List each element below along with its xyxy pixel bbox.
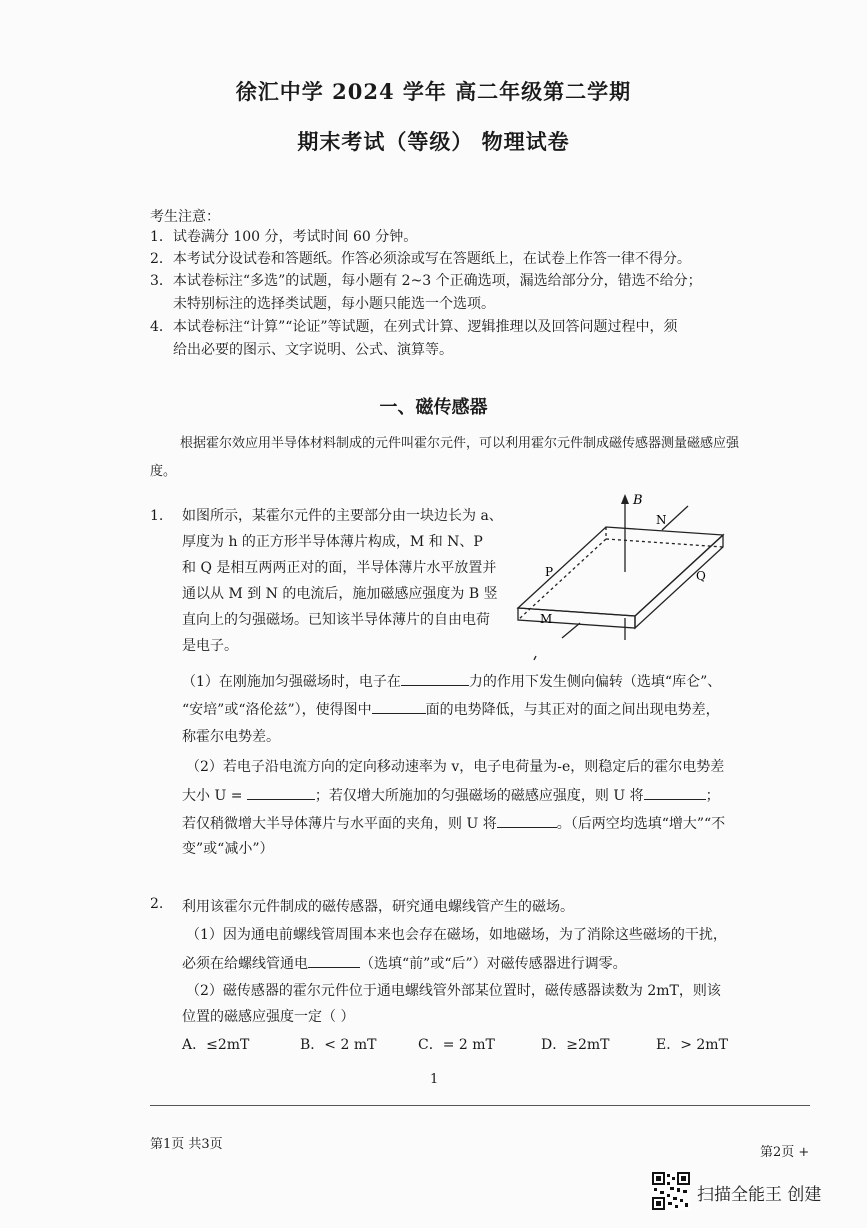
choice-b[interactable]: B．< 2 mT bbox=[300, 1037, 377, 1053]
stem-line: 和 Q 是相互两两正对的面，半导体薄片水平放置并 bbox=[182, 560, 497, 576]
question-stem bbox=[182, 503, 503, 659]
text: 。（后两空均选填“增大”“不 bbox=[556, 816, 726, 832]
text: 力的作用下发生侧向偏转（选填“库仑”、 bbox=[468, 674, 722, 690]
choice-c[interactable]: C．= 2 mT bbox=[418, 1037, 495, 1053]
choice-e[interactable]: E．> 2mT bbox=[656, 1037, 728, 1053]
q2-part1-line1: （1）因为通电前螺线管周围本来也会存在磁场，如地磁场，为了消除这些磁场的干扰， bbox=[186, 927, 727, 943]
note-item: 给出必要的图示、文字说明、公式、演算等。 bbox=[173, 342, 453, 358]
q1-part2-line1: （2）若电子沿电流方向的定向移动速率为 v，电子电荷量为-e，则稳定后的霍尔电势差 bbox=[186, 759, 725, 775]
label-n: N bbox=[656, 513, 667, 527]
page-number: 1 bbox=[430, 1072, 439, 1087]
answer-blank[interactable] bbox=[497, 812, 557, 828]
text: 若仅稍微增大半导体薄片与水平面的夹角，则 U 将 bbox=[182, 816, 497, 832]
q2-stem: 利用该霍尔元件制成的磁传感器，研究通电螺线管产生的磁场。 bbox=[182, 899, 574, 915]
text: “安培”或“洛伦兹”），使得图中 bbox=[182, 702, 372, 718]
text: （1）在刚施加匀强磁场时，电子在 bbox=[182, 674, 401, 690]
b-arrow-icon bbox=[621, 494, 629, 504]
answer-blank[interactable] bbox=[372, 698, 426, 714]
footer-left: 第1页 共3页 bbox=[150, 1137, 223, 1152]
exam-title-line1: 徐汇中学 2024 学年 高二年级第二学期 bbox=[235, 79, 632, 104]
stem-line: 是电子。 bbox=[182, 638, 238, 654]
q1-part1-line1 bbox=[182, 670, 721, 691]
q1-part1-line3: 称霍尔电势差。 bbox=[182, 729, 280, 745]
answer-blank[interactable] bbox=[401, 670, 469, 686]
q1-part2-line3 bbox=[182, 812, 725, 833]
note-item: 1．试卷满分 100 分，考试时间 60 分钟。 bbox=[150, 229, 418, 245]
q1-part2-line4: 变”或“减小”） bbox=[182, 841, 274, 857]
stem-line: 厚度为 h 的正方形半导体薄片构成，M 和 N、P bbox=[182, 534, 483, 550]
footer-divider bbox=[150, 1105, 810, 1106]
section-title: 一、磁传感器 bbox=[379, 397, 488, 418]
text: 大小 U = bbox=[182, 788, 243, 804]
text: ； bbox=[705, 788, 720, 804]
q1-part1-line2 bbox=[182, 698, 720, 719]
hall-element-figure bbox=[510, 490, 725, 670]
q2-part1-line2 bbox=[182, 952, 627, 973]
note-item: 4．本试卷标注“计算”“论证”等试题，在列式计算、逻辑推理以及回答问题过程中，须 bbox=[150, 319, 678, 335]
text: 面的电势降低，与其正对的面之间出现电势差， bbox=[425, 702, 720, 718]
label-q: Q bbox=[696, 569, 706, 583]
section-intro: 根据霍尔效应用半导体材料制成的元件叫霍尔元件，可以利用霍尔元件制成磁传感器测量磁感应强度。 bbox=[150, 436, 740, 479]
text: （选填“前”或“后”）对磁传感器进行调零。 bbox=[360, 956, 627, 972]
label-b: B bbox=[633, 493, 643, 508]
q1-part2-line2 bbox=[182, 784, 720, 805]
slab-right-face bbox=[635, 535, 723, 628]
stem-line: 如图所示，某霍尔元件的主要部分由一块边长为 a、 bbox=[182, 508, 503, 524]
choice-d[interactable]: D．≥2mT bbox=[541, 1037, 610, 1053]
stem-line: 直向上的匀强磁场。已知该半导体薄片的自由电荷 bbox=[182, 612, 490, 628]
exam-title-line2: 期末考试（等级） 物理试卷 bbox=[297, 129, 570, 154]
notes-heading: 考生注意： bbox=[150, 209, 220, 225]
footer-right: 第2页 + bbox=[760, 1145, 810, 1160]
qr-code-icon bbox=[652, 1172, 690, 1210]
note-item: 3．本试卷标注“多选”的试题，每小题有 2~3 个正确选项，漏选给部分分，错选不给分； bbox=[150, 273, 702, 289]
answer-blank[interactable] bbox=[644, 784, 706, 800]
answer-blank[interactable] bbox=[247, 784, 315, 800]
note-item: 2．本考试分设试卷和答题纸。作答必须涂或写在答题纸上，在试卷上作答一律不得分。 bbox=[150, 251, 691, 267]
question-number: 1. bbox=[150, 508, 164, 524]
watermark-text: 扫描全能王 创建 bbox=[697, 1185, 822, 1205]
stem-line: 通以从 M 到 N 的电流后，施加磁感应强度为 B 竖 bbox=[182, 586, 498, 602]
q2-part2-line2: 位置的磁感应强度一定（ ） bbox=[182, 1009, 355, 1025]
slab-front-face bbox=[518, 608, 635, 628]
lead-m bbox=[562, 623, 580, 638]
choice-a[interactable]: A．≤2mT bbox=[182, 1037, 250, 1053]
question-number: 2. bbox=[150, 896, 164, 912]
text: 必须在给螺线管通电 bbox=[182, 956, 308, 972]
label-p: P bbox=[545, 565, 554, 579]
answer-blank[interactable] bbox=[308, 952, 360, 968]
note-item: 未特别标注的选择类试题，每小题只能选一个选项。 bbox=[173, 296, 495, 312]
q2-part2-line1: （2）磁传感器的霍尔元件位于通电螺线管外部某位置时，磁传感器读数为 2mT，则该 bbox=[186, 983, 721, 999]
text: ；若仅增大所施加的匀强磁场的磁感应强度，则 U 将 bbox=[314, 788, 644, 804]
label-m: M bbox=[540, 612, 553, 626]
